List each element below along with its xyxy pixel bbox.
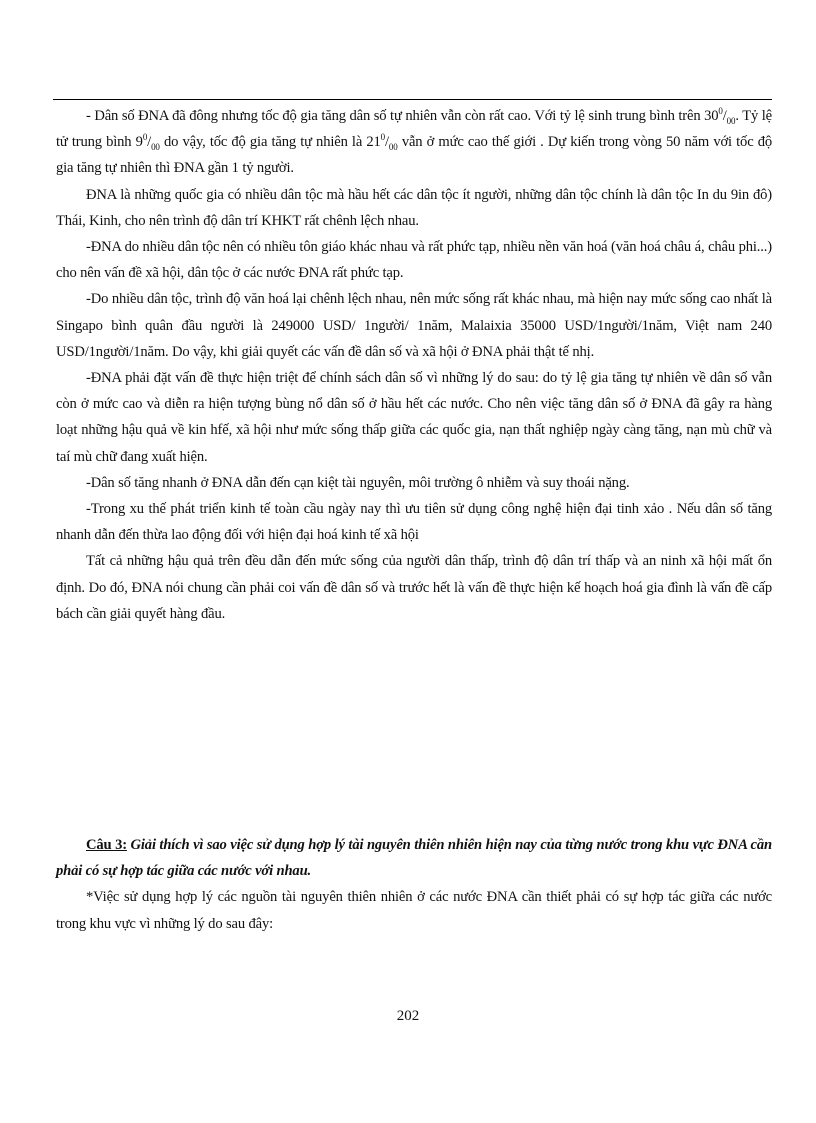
text-run: do vậy, tốc độ gia tăng tự nhiên là 21	[159, 134, 381, 151]
slash: /	[147, 134, 152, 151]
header-rule	[53, 99, 772, 100]
slash: /	[722, 108, 727, 124]
subscript: 00	[726, 115, 736, 126]
question-heading	[56, 832, 772, 884]
paragraph: -Dân số tăng nhanh ở ĐNA dẫn đến cạn kiệt tài nguyên, môi trường ô nhiễm và suy thoái nặng.	[86, 474, 630, 491]
paragraph: -ĐNA do nhiều dân tộc nên có nhiều tôn giáo khác nhau và rất phức tạp, nhiều nền văn hoá (văn hoá châu á, châu phi...) cho nên vấn đề xã hội, dân tộc ở các nước ĐNA rất phức tạp.	[56, 239, 772, 282]
question-block	[56, 832, 772, 937]
superscript: 0	[380, 132, 386, 143]
superscript: 0	[142, 132, 148, 143]
text-run: vẫn ở mức cao thế giới . Dự kiến trong vòng 50 năm với tốc độ gia tăng tự nhiên thì ĐNA gần 1 tỷ người.	[56, 134, 773, 177]
subscript: 00	[388, 142, 398, 153]
slash: /	[385, 134, 389, 151]
question-text: Giải thích vì sao việc sử dụng hợp lý tài nguyên thiên nhiên hiện nay của từng nước trong khu vực ĐNA cần phải có sự hợp tác giữa các nước với nhau.	[56, 837, 772, 880]
subscript: 00	[151, 142, 160, 153]
superscript: 0	[718, 106, 723, 117]
text-run: - Dân số ĐNA đã đông nhưng tốc độ gia tăng dân số tự nhiên vẫn còn rất cao. Với tỷ lệ sinh trung bình trên 30	[86, 108, 719, 124]
text-run: . Tỷ lệ tử trung bình 9	[56, 108, 772, 151]
paragraph: -Do nhiều dân tộc, trình độ văn hoá lại chênh lệch nhau, nên mức sống rất khác nhau, mà hiện nay mức sống cao nhất là Singapo bình quân đầu người là 249000 USD/ 1người/ 1năm, Malaixia 35000 USD/1người/1năm, Việt nam 240 USD/1người/1năm. Do vậy, khi giải quyết các vấn đề dân số và xã hội ở ĐNA phải thật tế nhị.	[56, 291, 772, 360]
paragraph: -Trong xu thế phát triển kinh tế toàn cầu ngày nay thì ưu tiên sử dụng công nghệ hiện đại tinh xảo . Nếu dân số tăng nhanh dẫn đến thừa lao động đối với hiện đại hoá kinh tế xã hội	[56, 501, 772, 544]
question-label: Câu 3:	[86, 837, 127, 853]
paragraph: ĐNA là những quốc gia có nhiều dân tộc mà hầu hết các dân tộc ít người, những dân tộc chính là dân tộc In du 9in đô) Thái, Kinh, cho nên trình độ dân trí KHKT rất chênh lệch nhau.	[56, 186, 772, 229]
paragraph: Tất cả những hậu quả trên đều dẫn đến mức sống của người dân thấp, trình độ dân trí thấp và an ninh xã hội mất ổn định. Do đó, ĐNA nói chung cần phải coi vấn đề dân số và trước hết là vấn đề thực hiện kế hoạch hoá gia đình là vấn đề cấp bách cần giải quyết hàng đầu.	[56, 553, 772, 622]
page-number: 202	[396, 1008, 420, 1024]
paragraph: -ĐNA phải đặt vấn đề thực hiện triệt để chính sách dân số vì những lý do sau: do tỷ lệ gia tăng tự nhiên về dân số vẫn còn ở mức cao và diễn ra hiện tượng bùng nổ dân số ở hầu hết các nước. Cho nên việc tăng dân số ở ĐNA đã gây ra hàng loạt những hậu quả về kin hfế, xã hội như mức sống thấp giữa các quốc gia, nạn thất nghiệp ngày càng tăng, nạn mù chữ và taí mù chữ đang xuất hiện.	[56, 370, 772, 465]
answer-intro: *Việc sử dụng hợp lý các nguồn tài nguyên thiên nhiên ở các nước ĐNA cần thiết phải có sự hợp tác giữa các nước trong khu vực vì những lý do sau đây:	[56, 889, 772, 932]
paragraph-population-growth	[56, 103, 772, 182]
body-text	[56, 103, 772, 627]
